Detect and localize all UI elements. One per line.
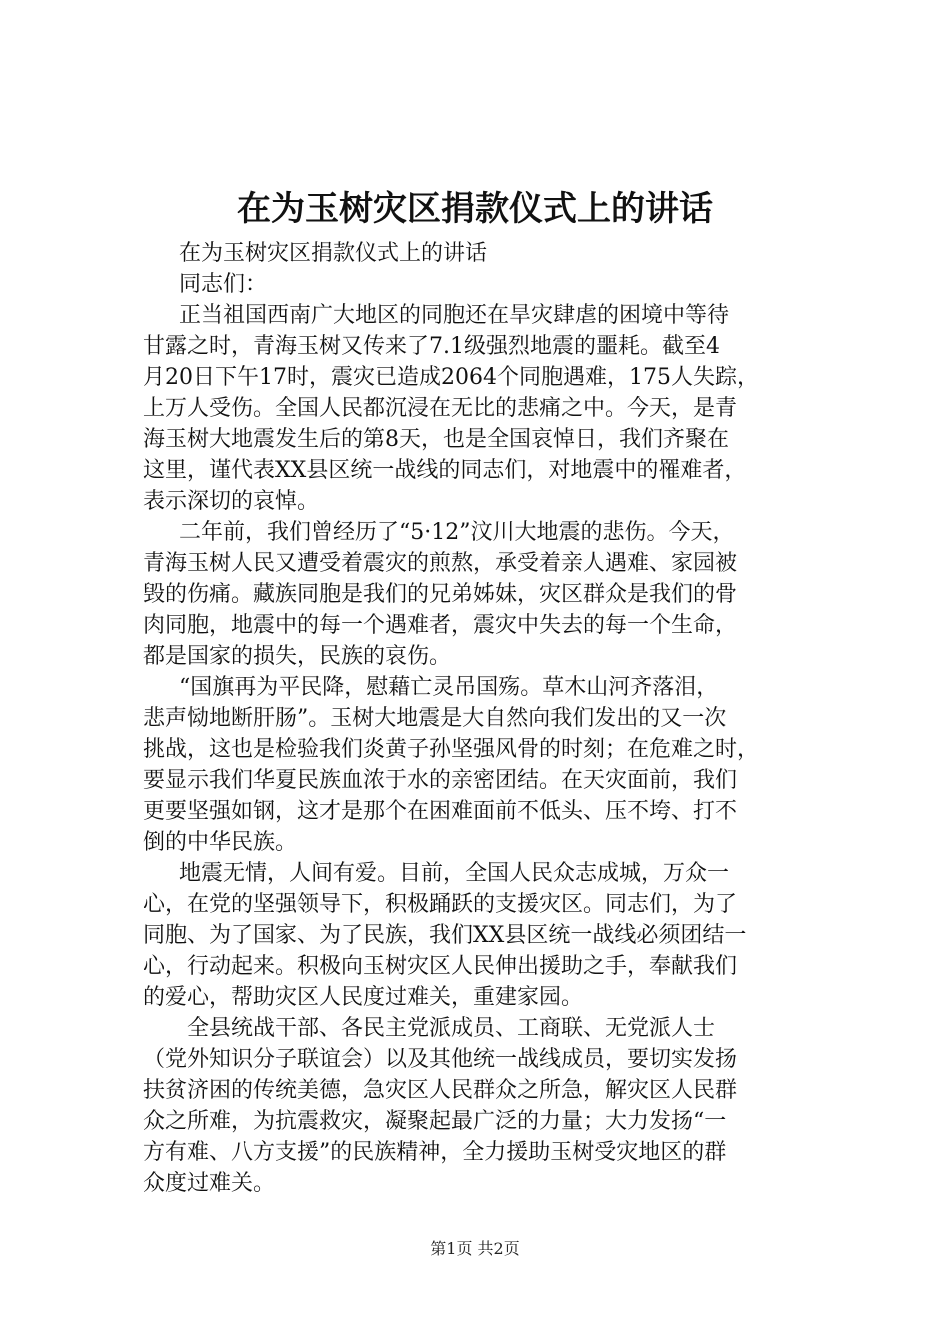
document-body	[143, 238, 843, 1199]
paragraph-3	[143, 672, 843, 858]
paragraph-line: 正当祖国西南广大地区的同胞还在旱灾肆虐的困境中等待	[179, 303, 730, 328]
paragraph-line: 众度过难关。	[143, 1171, 276, 1196]
paragraph-line: 都是国家的损失，民族的哀伤。	[143, 644, 452, 669]
paragraph-line: 悲声恸地断肝肠”。玉树大地震是大自然向我们发出的又一次	[143, 706, 727, 731]
paragraph-line: 肉同胞，地震中的每一个遇难者，震灾中失去的每一个生命，	[143, 613, 738, 638]
paragraph-line: 二年前，我们曾经历了“5·12”汶川大地震的悲伤。今天，	[179, 520, 735, 545]
paragraph-line: 毁的伤痛。藏族同胞是我们的兄弟姊妹，灾区群众是我们的骨	[143, 582, 738, 607]
paragraph-1	[143, 300, 843, 517]
salutation: 同志们：	[179, 272, 268, 297]
paragraph-line: 同胞、为了国家、为了民族，我们XX县区统一战线必须团结一	[143, 923, 747, 948]
paragraph-line: 倒的中华民族。	[143, 830, 298, 855]
paragraph-line: 要显示我们华夏民族血浓于水的亲密团结。在天灾面前，我们	[143, 768, 738, 793]
paragraph-line: 月20日下午17时，震灾已造成2064个同胞遇难，175人失踪，	[143, 365, 759, 390]
paragraph-line: 更要坚强如钢，这才是那个在困难面前不低头、压不垮、打不	[143, 799, 738, 824]
paragraph-line: 众之所难，为抗震救灾，凝聚起最广泛的力量；大力发扬“一	[143, 1109, 727, 1134]
paragraph-line: 挑战，这也是检验我们炎黄子孙坚强风骨的时刻；在危难之时，	[143, 737, 760, 762]
paragraph-line: 表示深切的哀悼。	[143, 489, 320, 514]
paragraph-line: 心，行动起来。积极向玉树灾区人民伸出援助之手，奉献我们	[143, 954, 738, 979]
paragraph-2	[143, 517, 843, 672]
paragraph-line: 甘露之时，青海玉树又传来了7.1级强烈地震的噩耗。截至4	[143, 334, 720, 359]
paragraph-line: （党外知识分子联谊会）以及其他统一战线成员，要切实发扬	[143, 1047, 738, 1072]
document-title: 在为玉树灾区捐款仪式上的讲话	[237, 189, 713, 229]
paragraph-line: “国旗再为平民降，慰藉亡灵吊国殇。草木山河齐落泪，	[179, 675, 719, 700]
paragraph-line: 青海玉树人民又遭受着震灾的煎熬，承受着亲人遇难、家园被	[143, 551, 738, 576]
paragraph-line: 扶贫济困的传统美德，急灾区人民群众之所急，解灾区人民群	[143, 1078, 738, 1103]
paragraph-4	[143, 858, 843, 1013]
paragraph-line: 海玉树大地震发生后的第8天，也是全国哀悼日，我们齐聚在	[143, 427, 729, 452]
paragraph-line: 方有难、八方支援”的民族精神，全力援助玉树受灾地区的群	[143, 1140, 727, 1165]
paragraph-line: 地震无情，人间有爱。目前，全国人民众志成城，万众一	[179, 861, 730, 886]
paragraph-line: 上万人受伤。全国人民都沉浸在无比的悲痛之中。今天，是青	[143, 396, 738, 421]
paragraph-line: 的爱心，帮助灾区人民度过难关，重建家园。	[143, 985, 584, 1010]
paragraph-5	[143, 1013, 843, 1199]
paragraph-line: 心，在党的坚强领导下，积极踊跃的支援灾区。同志们，为了	[143, 892, 738, 917]
paragraph-line: 这里，谨代表XX县区统一战线的同志们，对地震中的罹难者，	[143, 458, 747, 483]
page-footer: 第1页 共2页	[430, 1239, 520, 1258]
document-subtitle: 在为玉树灾区捐款仪式上的讲话	[179, 241, 488, 266]
paragraph-line: 全县统战干部、各民主党派成员、工商联、无党派人士	[187, 1016, 716, 1041]
